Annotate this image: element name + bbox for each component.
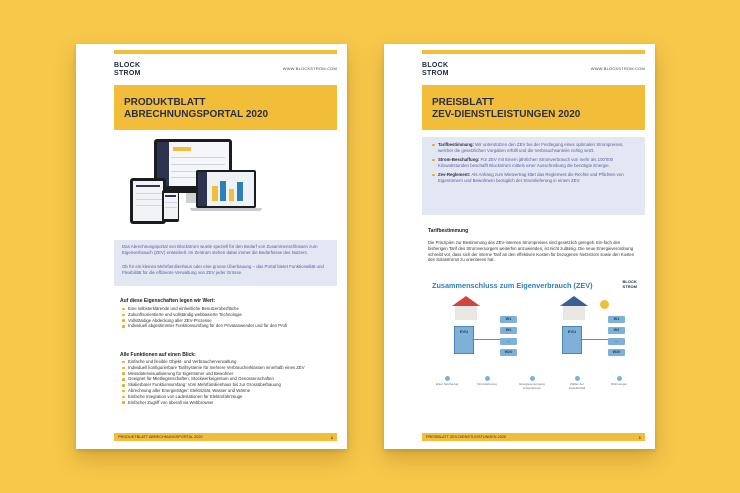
- legend-label: Energieversorgung Unternehmen: [519, 382, 545, 390]
- legend-label: Zähler der Gesellschaft: [568, 382, 586, 390]
- logo-line-1: BLOCK: [114, 62, 141, 69]
- top-accent-bar: [114, 50, 337, 54]
- service-label: Strom-Beschaffung:: [438, 157, 480, 162]
- grid-icon: [445, 376, 450, 381]
- legend-item: [517, 376, 547, 390]
- diagram-title: Zusammenschluss zum Eigenverbrauch (ZEV): [432, 281, 593, 290]
- list-item: Zukunftsorientierte und vollständig webbasierte Technologie: [122, 312, 327, 318]
- home-icon: [617, 376, 622, 381]
- diagram-logo-line-2: STROM: [622, 283, 637, 289]
- sun-icon: [600, 300, 609, 309]
- meter-box: W2: [500, 327, 517, 334]
- title-line-2: ABRECHNUNGSPORTAL 2020: [124, 109, 269, 120]
- list-item: Individuell abgestimmter Funktionsumfang für den Privatanwender und für den Profi: [122, 323, 327, 329]
- meter-box: W1: [608, 316, 625, 323]
- diagram-logo-line-1: BLOCK: [622, 279, 637, 284]
- evu-meter: [562, 326, 582, 354]
- title-line-2: ZEV-DIENSTLEISTUNGEN 2020: [432, 109, 581, 120]
- intro-box: [114, 240, 337, 286]
- house-icon: [455, 306, 477, 320]
- legend-label: Stromlieferung: [477, 382, 497, 386]
- connector-line: [580, 339, 608, 340]
- evu-meter: [454, 326, 474, 354]
- tarifbestimmung-text: Die Prinzipien zur Bestimmung des ZEV-internen Strompreises sind gesetzlich geregelt. Ein-fach den bisherigen Tarif des Stromversorgers weiterhin anzuwenden, ist nicht zulässig. Die neue Energieverordnung schreibt vor, dass sich der interne Tarif an den effektiven Kosten für bezogenen Netzstrom sowie den Kosten des Solarstroms zu orientieren hat.: [428, 240, 635, 263]
- arrow-icon: [485, 376, 490, 381]
- document-page-produktblatt: [76, 44, 347, 449]
- evu-label: EVU: [567, 329, 577, 334]
- eigenschaften-list: [122, 306, 327, 329]
- list-item: Eine selbsterklärende und einheitliche Benutzeroberfläche: [122, 306, 327, 312]
- title-banner: [114, 85, 337, 130]
- logo-line-1: BLOCK: [422, 62, 449, 69]
- legend-item: [562, 376, 592, 390]
- connector-line: [472, 339, 500, 340]
- tablet-image: [130, 178, 166, 224]
- services-box: [422, 137, 645, 215]
- list-item: Geeignet für Mietliegenschaften, Stockwerkeigentum und Genossenschaften: [122, 376, 327, 382]
- legend-item: [432, 376, 462, 387]
- website-url: WWW.BLOCKSTROM.COM: [282, 66, 337, 71]
- website-url: WWW.BLOCKSTROM.COM: [590, 66, 645, 71]
- house-roof: [452, 296, 480, 306]
- service-label: Zev-Reglement:: [438, 172, 471, 177]
- intro-paragraph-2: Ob für ein kleines Mehrfamilienhaus oder eine grosse Überbauung – das Portal bietet Funktionalität und Flexibilität für die effiziente Verwaltung von ZEV jeder Grösse.: [122, 264, 324, 275]
- services-list: [432, 142, 637, 184]
- house-icon: [563, 306, 585, 320]
- meter-box: W2: [608, 327, 625, 334]
- blockstrom-logo: [422, 62, 449, 78]
- funktionen-list: [122, 359, 327, 405]
- laptop-base: [190, 208, 262, 211]
- title-line-1: PRODUKTBLATT: [124, 97, 206, 108]
- service-item: [432, 142, 637, 154]
- service-text: Für ZEV mit Einem jährlichen Stromverbrauch von mehr als 100'000 Kilowattstunden beschafft Blockstrom mittels einer Ausschreibung die benötigte Energie.: [438, 157, 614, 168]
- service-label: Tarifbestimmung:: [438, 142, 474, 147]
- list-item: Messdatenvisualisierung für Eigentümer und Bewohner: [122, 371, 327, 377]
- page-footer: [422, 433, 645, 441]
- diagram-legend: [432, 376, 635, 400]
- zev-diagram: [422, 272, 645, 404]
- footer-title: PREISBLATT ZEV-DIENSTLEISTUNGEN 2020: [426, 435, 507, 439]
- title-banner: [422, 85, 645, 130]
- service-item: [432, 172, 637, 184]
- footer-title: PRODUKTBLATT ABRECHNUNGSPORTAL 2020: [118, 435, 203, 439]
- meter-box: ...: [608, 338, 625, 345]
- meter-box: W20: [500, 349, 517, 356]
- legend-label: Enter Netzbezug: [435, 382, 459, 386]
- list-item: Einfacher Zugriff von überall via Webbrowser: [122, 400, 327, 406]
- evu-label: EVU: [459, 329, 469, 334]
- list-item: Einfache Integration von Ladestationen für Elektrofahrzeuge: [122, 394, 327, 400]
- meter-box: W1: [500, 316, 517, 323]
- title-line-1: PREISBLATT: [432, 97, 495, 108]
- intro-paragraph-1: Das Abrechnungsportal von Blockstrom wurde speziell für den Bedarf von Zusammenschlüssen zum Eigenverbrauch (ZEV) entwickelt. Im Zentrum stehen dabei immer die Bedürfnisse des Nutzers.: [122, 244, 318, 255]
- legend-label: Wohnungen: [610, 382, 628, 386]
- document-page-preisblatt: [384, 44, 655, 449]
- section-heading-tarifbestimmung: Tarifbestimmung: [428, 228, 469, 234]
- list-item: Skalierbarer Funktionsumfang: Vom Mehrfamilienhaus bis zur Grossüberbauung: [122, 382, 327, 388]
- solar-roof: [560, 296, 588, 306]
- page-number: 1: [638, 434, 641, 440]
- service-text: Als Anhang zum Mietvertrag klärt das Reglement die Rechte und Pflichten von Eigentümern und Bewohnern bezüglich der Stromlieferung in einem ZEV.: [438, 172, 624, 183]
- phone-image: [162, 190, 179, 222]
- service-item: [432, 157, 637, 169]
- page-title: [124, 97, 324, 121]
- service-text: Wir unterstützen den ZEV bei der Festlegung eines optimalen Strompreises, welcher die gesetzlichen Vorgaben erfüllt und die Verbrauchsanteile richtig setzt.: [438, 142, 624, 153]
- top-accent-bar: [422, 50, 645, 54]
- section-heading-eigenschaften: Auf diese Eigenschaften legen wir Wert:: [120, 298, 216, 304]
- blockstrom-logo: [114, 62, 141, 78]
- logo-line-2: STROM: [422, 70, 449, 77]
- legend-item: [472, 376, 502, 387]
- meter-icon: [575, 376, 580, 381]
- diagram-logo: [623, 280, 637, 289]
- logo-line-2: STROM: [114, 70, 141, 77]
- legend-item: [604, 376, 634, 387]
- page-title: [432, 97, 632, 121]
- meter-box: ...: [500, 338, 517, 345]
- laptop-image: [196, 170, 256, 208]
- page-footer: [114, 433, 337, 441]
- page-number: 1: [330, 434, 333, 440]
- meter-box: W20: [608, 349, 625, 356]
- section-heading-funktionen: Alle Funktionen auf einen Blick:: [120, 352, 196, 358]
- evu-icon: [530, 376, 535, 381]
- list-item: Abrechnung aller Energieträger: Elektrizität, Wasser und Wärme: [122, 388, 327, 394]
- list-item: Einfache und flexible Objekt- und Verbraucherverwaltung: [122, 359, 327, 365]
- list-item: Vollständige Abdeckung aller ZEV-Prozesse: [122, 318, 327, 324]
- list-item: Individuell konfigurierbare Tarifsysteme für mehrere Verbraucherklassen innerhalb eines ZEV: [122, 365, 327, 371]
